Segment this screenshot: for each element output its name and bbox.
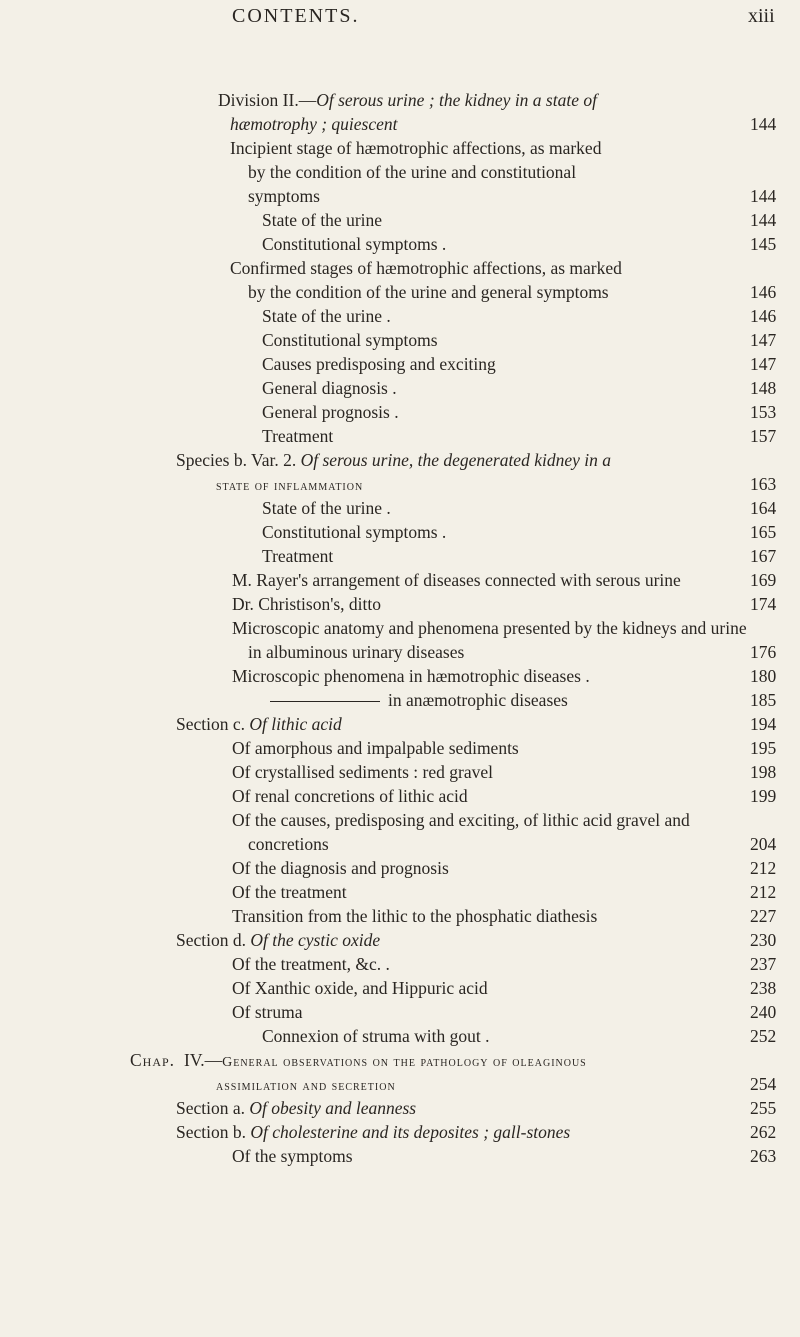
page-ref: 237 (750, 954, 777, 974)
entry-text: General diagnosis . (262, 378, 397, 398)
entry-text: Constitutional symptoms . (262, 522, 447, 542)
toc-entry (232, 760, 493, 784)
page-ref: 255 (750, 1098, 777, 1118)
toc-entry (248, 160, 576, 184)
toc-entry (262, 496, 391, 520)
toc-entry (130, 1048, 587, 1072)
entry-text: Confirmed stages of hæmotrophic affections, as marked (230, 258, 622, 278)
page-ref: 146 (750, 306, 777, 326)
page-ref: 263 (750, 1146, 777, 1166)
entry-smallcaps-text: General observations on the pathology of oleaginous (222, 1055, 587, 1070)
entry-italic-text: Of the cystic oxide (250, 930, 381, 950)
toc-entry (262, 232, 446, 256)
page-ref: 185 (750, 690, 777, 710)
toc-entry (230, 136, 601, 160)
page-ref: 195 (750, 738, 777, 758)
entry-text: Of struma (232, 1002, 303, 1022)
page-ref: 238 (750, 978, 777, 998)
entry-text: symptoms (248, 186, 320, 206)
page-ref: 199 (750, 786, 777, 806)
page-ref: 147 (750, 354, 777, 374)
toc-entry (248, 280, 609, 304)
entry-text: in albuminous urinary diseases (248, 642, 465, 662)
entry-text: Of crystallised sediments : red gravel (232, 762, 493, 782)
entry-text: Of renal concretions of lithic acid (232, 786, 468, 806)
page-ref: 230 (750, 930, 777, 950)
toc-entry (232, 664, 590, 688)
page-ref: 180 (750, 666, 777, 686)
entry-text: Connexion of struma with gout . (262, 1026, 490, 1046)
entry-text: Microscopic phenomena in hæmotrophic diseases . (232, 666, 590, 686)
entry-text: Transition from the lithic to the phosphatic diathesis (232, 906, 598, 926)
entry-text: in anæmotrophic diseases (388, 690, 568, 710)
entry-text: Incipient stage of hæmotrophic affections, as marked (230, 138, 602, 158)
chapter-label: Chap. (130, 1050, 176, 1070)
entry-italic-text: hæmotrophy ; quiescent (230, 114, 398, 134)
toc-entry (232, 616, 747, 640)
entry-italic-text: Of serous urine, the degenerated kidney in a (300, 450, 611, 470)
entry-text: Treatment (262, 426, 334, 446)
page-header (0, 0, 800, 40)
page-ref: 252 (750, 1026, 777, 1046)
page-ref: 148 (750, 378, 777, 398)
entry-text: Dr. Christison's, ditto (232, 594, 382, 614)
toc-entry (230, 256, 622, 280)
toc-entry (176, 928, 380, 952)
entry-text: Of Xanthic oxide, and Hippuric acid (232, 978, 488, 998)
page-ref: 147 (750, 330, 777, 350)
toc-entry (230, 112, 398, 136)
toc-entry (248, 832, 329, 856)
toc-entry (232, 976, 488, 1000)
toc-entry (262, 328, 438, 352)
toc-entry (262, 376, 397, 400)
entry-text: Microscopic anatomy and phenomena presented by the kidneys and urine (232, 618, 747, 638)
toc-entry (262, 208, 382, 232)
page-ref: 176 (750, 642, 777, 662)
toc-entry (176, 1120, 570, 1144)
entry-text: Of the treatment (232, 882, 347, 902)
entry-text: Constitutional symptoms . (262, 234, 447, 254)
entry-text: State of the urine (262, 210, 383, 230)
entry-text: Of the diagnosis and prognosis (232, 858, 449, 878)
toc-entry (262, 1024, 489, 1048)
entry-text: concretions (248, 834, 329, 854)
toc-entry (262, 352, 496, 376)
entry-text: Causes predisposing and exciting (262, 354, 496, 374)
toc-entry (232, 904, 597, 928)
ditto-rule (270, 701, 380, 702)
toc-entry (248, 640, 464, 664)
toc-entry (232, 952, 390, 976)
entry-text: IV.— (184, 1050, 223, 1070)
page-ref: 144 (750, 186, 777, 206)
entry-text: by the condition of the urine and general symptoms (248, 282, 609, 302)
entry-text: Of amorphous and impalpable sediments (232, 738, 519, 758)
entry-text: M. Rayer's arrangement of diseases connected with serous urine (232, 570, 681, 590)
toc-entry (176, 448, 611, 472)
page-ref: 153 (750, 402, 777, 422)
toc-entry (248, 184, 320, 208)
toc-entry (216, 472, 363, 496)
toc-entry (232, 1000, 302, 1024)
page-ref: 163 (750, 474, 777, 494)
toc-entry (216, 1072, 396, 1096)
entry-italic-text: Of obesity and leanness (249, 1098, 417, 1118)
entry-text: Of the symptoms (232, 1146, 353, 1166)
page-ref: 164 (750, 498, 777, 518)
entry-text: Treatment (262, 546, 334, 566)
entry-text: Species b. Var. 2. (176, 450, 301, 470)
page-ref: 167 (750, 546, 777, 566)
page-ref: 227 (750, 906, 777, 926)
entry-smallcaps-text: state of inflammation (216, 479, 364, 494)
page-ref: 169 (750, 570, 777, 590)
entry-text: Of the causes, predisposing and exciting, of lithic acid gravel and (232, 810, 690, 830)
toc-entry (270, 688, 568, 712)
page-ref: 262 (750, 1122, 777, 1142)
page-ref: 174 (750, 594, 777, 614)
entry-italic-text: Of cholesterine and its deposites ; gall-stones (250, 1122, 571, 1142)
toc-entry (232, 856, 449, 880)
toc-entry (262, 520, 446, 544)
toc-entry (232, 568, 681, 592)
entry-text: State of the urine . (262, 498, 391, 518)
page-number: xiii (748, 5, 775, 27)
page-ref: 146 (750, 282, 777, 302)
page-ref: 157 (750, 426, 777, 446)
entry-text: Section c. (176, 714, 250, 734)
entry-text: Constitutional symptoms (262, 330, 438, 350)
running-title: CONTENTS. (232, 5, 360, 27)
page-ref: 212 (750, 882, 777, 902)
page-ref: 254 (750, 1074, 777, 1094)
entry-italic-text: Of serous urine ; the kidney in a state of (316, 90, 597, 110)
toc-entry (262, 400, 399, 424)
entry-text: Section b. (176, 1122, 251, 1142)
toc-entry (262, 424, 333, 448)
page-ref: 204 (750, 834, 777, 854)
toc-entry (232, 784, 468, 808)
page-ref: 144 (750, 210, 777, 230)
entry-text: Section d. (176, 930, 251, 950)
page-ref: 145 (750, 234, 777, 254)
entry-text: Section a. (176, 1098, 250, 1118)
page-ref: 212 (750, 858, 777, 878)
entry-text: by the condition of the urine and constitutional (248, 162, 577, 182)
toc-entry (232, 1144, 353, 1168)
toc-entry (218, 88, 597, 112)
page-ref: 165 (750, 522, 777, 542)
toc-entry (232, 592, 381, 616)
page-ref: 144 (750, 114, 777, 134)
toc-entry (262, 304, 391, 328)
entry-text: State of the urine . (262, 306, 391, 326)
entry-text: Division II.— (218, 90, 317, 110)
toc-entry (232, 808, 690, 832)
page-ref: 240 (750, 1002, 777, 1022)
entry-text: General prognosis . (262, 402, 399, 422)
entry-smallcaps-text: assimilation and secretion (216, 1079, 396, 1094)
toc-entry (176, 1096, 416, 1120)
entry-text: Of the treatment, &c. . (232, 954, 390, 974)
page-ref: 198 (750, 762, 777, 782)
toc-entry (232, 736, 519, 760)
entry-italic-text: Of lithic acid (249, 714, 342, 734)
toc-entry (262, 544, 333, 568)
toc-entry (232, 880, 347, 904)
toc-entry (176, 712, 342, 736)
page-ref: 194 (750, 714, 777, 734)
